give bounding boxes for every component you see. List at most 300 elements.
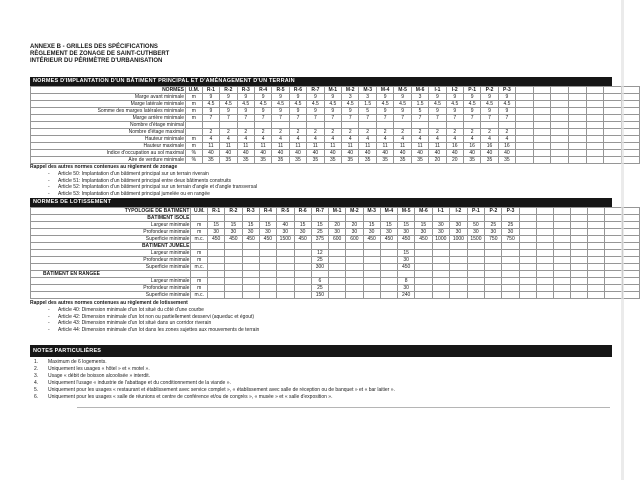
value-cell	[415, 285, 432, 292]
value-cell	[242, 278, 259, 285]
value-cell: 50	[467, 222, 485, 229]
empty-cell	[571, 215, 588, 222]
value-cell	[311, 215, 328, 222]
value-cell: 16	[498, 143, 515, 150]
row-um-cell: m	[191, 257, 208, 264]
value-cell	[485, 250, 502, 257]
value-cell: 4	[202, 136, 219, 143]
empty-cell	[554, 257, 571, 264]
value-cell	[208, 243, 225, 250]
empty-cell	[622, 271, 639, 278]
zone-header-cell: M-5	[398, 208, 415, 215]
value-cell: 15	[294, 222, 311, 229]
value-cell: 30	[294, 229, 311, 236]
empty-cell	[604, 157, 622, 164]
value-cell: 7	[307, 115, 324, 122]
list-marker: -	[48, 170, 50, 177]
value-cell: 7	[272, 115, 289, 122]
list-marker: 3.	[34, 373, 39, 379]
value-cell	[363, 285, 380, 292]
list-marker: 2.	[34, 366, 39, 372]
empty-cell	[536, 222, 553, 229]
row-um-cell: m	[191, 250, 208, 257]
value-cell: 9	[498, 94, 515, 101]
row-label-cell: Largeur minimale	[31, 250, 191, 257]
empty-cell	[519, 292, 536, 299]
empty-cell	[622, 243, 639, 250]
value-cell: 7	[342, 115, 359, 122]
value-cell	[294, 271, 311, 278]
note-item	[30, 387, 612, 394]
zone-header-cell: M-6	[415, 208, 432, 215]
zone-header-cell: P-2	[481, 87, 498, 94]
value-cell: 2	[324, 129, 341, 136]
value-cell: 9	[272, 94, 289, 101]
value-cell: 4.5	[202, 101, 219, 108]
value-cell: 2	[237, 129, 254, 136]
empty-cell	[533, 136, 551, 143]
value-cell	[502, 257, 519, 264]
value-cell: 40	[220, 150, 237, 157]
value-cell	[242, 250, 259, 257]
value-cell: 2	[307, 129, 324, 136]
value-cell	[432, 257, 450, 264]
value-cell: 40	[272, 150, 289, 157]
value-cell: 11	[272, 143, 289, 150]
empty-header-cell	[516, 87, 534, 94]
value-cell	[259, 278, 276, 285]
value-cell	[450, 250, 468, 257]
value-cell	[415, 264, 432, 271]
value-cell: 30	[259, 229, 276, 236]
empty-cell	[554, 236, 571, 243]
value-cell: 4.5	[376, 101, 393, 108]
empty-cell	[533, 108, 551, 115]
value-cell: 2	[342, 129, 359, 136]
empty-header-cell	[586, 87, 604, 94]
value-cell: 4	[481, 136, 498, 143]
value-cell: 11	[429, 143, 446, 150]
empty-cell	[588, 236, 605, 243]
zone-header-cell: M-5	[394, 87, 411, 94]
zone-header-cell: R-6	[289, 87, 306, 94]
empty-cell	[605, 264, 622, 271]
value-cell: 4	[237, 136, 254, 143]
empty-cell	[554, 215, 571, 222]
table-row	[31, 122, 640, 129]
table-header-row	[31, 208, 640, 215]
empty-cell	[516, 150, 534, 157]
value-cell: 30	[432, 229, 450, 236]
value-cell	[237, 122, 254, 129]
value-cell: 35	[376, 157, 393, 164]
value-cell	[242, 285, 259, 292]
empty-cell	[604, 115, 622, 122]
empty-cell	[571, 271, 588, 278]
empty-cell	[519, 264, 536, 271]
empty-cell	[622, 278, 639, 285]
value-cell: 11	[289, 143, 306, 150]
value-cell: 40	[429, 150, 446, 157]
value-cell	[363, 278, 380, 285]
value-cell: 30	[450, 229, 468, 236]
value-cell	[432, 271, 450, 278]
value-cell: 30	[467, 229, 485, 236]
value-cell: 9	[202, 94, 219, 101]
value-cell	[432, 243, 450, 250]
value-cell: 35	[307, 157, 324, 164]
zone-header-cell: I-1	[429, 87, 446, 94]
table-row	[31, 250, 640, 257]
rappel-lotissement-heading: Rappel des autres normes contenues au règlement de lotissement	[30, 300, 188, 306]
value-cell: 11	[342, 143, 359, 150]
value-cell	[225, 215, 242, 222]
value-cell: 2	[498, 129, 515, 136]
value-cell: 15	[415, 222, 432, 229]
value-cell	[502, 278, 519, 285]
empty-cell	[622, 150, 640, 157]
value-cell: 4	[307, 136, 324, 143]
value-cell: 9	[237, 108, 254, 115]
value-cell: 30	[485, 229, 502, 236]
value-cell: 2	[202, 129, 219, 136]
row-label-cell: Hauteur maximale	[31, 143, 186, 150]
zone-header-cell: M-6	[411, 87, 428, 94]
row-um-cell	[191, 243, 208, 250]
value-cell: 9	[254, 108, 271, 115]
zone-header-cell: R-7	[311, 208, 328, 215]
value-cell: 7	[394, 115, 411, 122]
value-cell: 40	[276, 222, 294, 229]
value-cell: 2	[446, 129, 463, 136]
value-cell	[276, 285, 294, 292]
value-cell: 35	[411, 157, 428, 164]
value-cell	[242, 292, 259, 299]
note-item	[30, 366, 612, 373]
empty-cell	[516, 157, 534, 164]
value-cell	[259, 250, 276, 257]
value-cell	[294, 257, 311, 264]
value-cell	[502, 292, 519, 299]
row-label-cell: Nombre d'étage minimal	[31, 122, 186, 129]
value-cell	[328, 250, 345, 257]
value-cell: 6	[311, 278, 328, 285]
value-cell: 2	[376, 129, 393, 136]
empty-cell	[571, 292, 588, 299]
value-cell: 16	[463, 143, 480, 150]
value-cell: 7	[376, 115, 393, 122]
zone-header-cell: M-2	[346, 208, 363, 215]
row-label-cell: Superficie minimale	[31, 236, 191, 243]
value-cell	[432, 285, 450, 292]
row-um-cell: m.c.	[191, 292, 208, 299]
row-label-cell: Profondeur minimale	[31, 257, 191, 264]
value-cell	[242, 257, 259, 264]
document-title	[30, 44, 169, 65]
value-cell: 9	[237, 94, 254, 101]
zone-header-cell: R-3	[237, 87, 254, 94]
value-cell: 9	[429, 108, 446, 115]
empty-header-cell	[554, 208, 571, 215]
value-cell: 40	[498, 150, 515, 157]
empty-cell	[622, 257, 639, 264]
value-cell: 9	[463, 108, 480, 115]
value-cell	[346, 250, 363, 257]
zone-header-cell: R-4	[259, 208, 276, 215]
value-cell	[294, 292, 311, 299]
zone-header-cell: R-4	[254, 87, 271, 94]
value-cell: 15	[242, 222, 259, 229]
value-cell: 4.5	[394, 101, 411, 108]
empty-cell	[586, 150, 604, 157]
value-cell: 15	[380, 222, 397, 229]
value-cell	[276, 278, 294, 285]
value-cell	[294, 278, 311, 285]
empty-cell	[588, 264, 605, 271]
value-cell: 7	[429, 115, 446, 122]
empty-cell	[605, 278, 622, 285]
value-cell: 2	[220, 129, 237, 136]
empty-cell	[533, 129, 551, 136]
value-cell: 4.5	[324, 101, 341, 108]
value-cell: 40	[481, 150, 498, 157]
value-cell	[467, 250, 485, 257]
empty-cell	[536, 229, 553, 236]
value-cell	[502, 243, 519, 250]
value-cell: 3	[411, 94, 428, 101]
list-marker: -	[48, 191, 50, 198]
zone-header-cell: I-1	[432, 208, 450, 215]
value-cell: 2	[394, 129, 411, 136]
value-cell: 9	[463, 94, 480, 101]
value-cell: 4	[254, 136, 271, 143]
value-cell: 2	[463, 129, 480, 136]
article-item	[30, 171, 612, 178]
table-row	[31, 222, 640, 229]
value-cell: 35	[394, 157, 411, 164]
empty-header-cell	[571, 208, 588, 215]
value-cell: 30	[276, 229, 294, 236]
value-cell	[208, 292, 225, 299]
empty-cell	[569, 136, 587, 143]
rappel-lotissement-list	[30, 307, 612, 334]
zone-header-cell: R-7	[307, 87, 324, 94]
value-cell: 11	[324, 143, 341, 150]
rappel-zonage-heading: Rappel des autres normes contenues au règlement de zonage	[30, 164, 178, 170]
row-label-cell: Marge arrière minimale	[31, 115, 186, 122]
value-cell: 450	[225, 236, 242, 243]
value-cell	[363, 264, 380, 271]
value-cell: 11	[237, 143, 254, 150]
value-cell: 7	[359, 115, 376, 122]
empty-cell	[604, 94, 622, 101]
empty-cell	[516, 115, 534, 122]
value-cell: 25	[485, 222, 502, 229]
empty-cell	[536, 243, 553, 250]
zone-header-cell: M-4	[376, 87, 393, 94]
value-cell	[225, 292, 242, 299]
table-row	[31, 236, 640, 243]
empty-cell	[519, 222, 536, 229]
value-cell: 8	[398, 278, 415, 285]
empty-cell	[622, 292, 639, 299]
table-group-row	[31, 243, 640, 250]
empty-cell	[605, 250, 622, 257]
value-cell	[276, 271, 294, 278]
value-cell	[276, 257, 294, 264]
value-cell: 35	[359, 157, 376, 164]
zone-header-cell: M-1	[328, 208, 345, 215]
empty-cell	[586, 108, 604, 115]
value-cell: 3	[342, 94, 359, 101]
value-cell: 4	[359, 136, 376, 143]
value-cell	[225, 264, 242, 271]
row-um-cell: m	[186, 101, 203, 108]
value-cell: 35	[463, 157, 480, 164]
value-cell	[432, 292, 450, 299]
row-um-cell: m	[191, 285, 208, 292]
empty-cell	[586, 115, 604, 122]
value-cell: 9	[324, 108, 341, 115]
value-cell	[502, 215, 519, 222]
empty-cell	[516, 101, 534, 108]
value-cell: 4	[446, 136, 463, 143]
value-cell	[467, 285, 485, 292]
row-um-cell	[191, 215, 208, 222]
value-cell	[225, 271, 242, 278]
value-cell: 7	[411, 115, 428, 122]
empty-cell	[551, 108, 569, 115]
empty-cell	[586, 122, 604, 129]
row-um-cell: m	[191, 229, 208, 236]
empty-cell	[605, 271, 622, 278]
empty-cell	[605, 229, 622, 236]
list-text: Uniquement l'usage « industrie de l'abattage et du conditionnement de la viande ».	[48, 380, 231, 386]
empty-cell	[588, 285, 605, 292]
value-cell: 25	[311, 229, 328, 236]
value-cell: 11	[307, 143, 324, 150]
zone-header-cell: R-1	[208, 208, 225, 215]
empty-cell	[536, 264, 553, 271]
value-cell	[346, 285, 363, 292]
empty-cell	[554, 250, 571, 257]
value-cell: 9	[220, 108, 237, 115]
value-cell	[294, 250, 311, 257]
value-cell	[259, 243, 276, 250]
empty-cell	[588, 215, 605, 222]
value-cell	[328, 292, 345, 299]
value-cell	[502, 264, 519, 271]
value-cell: 7	[289, 115, 306, 122]
value-cell: 11	[394, 143, 411, 150]
value-cell	[242, 264, 259, 271]
value-cell: 300	[311, 264, 328, 271]
empty-cell	[516, 136, 534, 143]
empty-cell	[551, 122, 569, 129]
row-label-cell: Profondeur minimale	[31, 285, 191, 292]
value-cell	[294, 285, 311, 292]
value-cell: 30	[502, 229, 519, 236]
empty-cell	[519, 278, 536, 285]
empty-header-cell	[533, 87, 551, 94]
empty-cell	[604, 122, 622, 129]
zone-header-cell: P-1	[463, 87, 480, 94]
list-marker: -	[48, 177, 50, 184]
zone-header-cell: I-2	[446, 87, 463, 94]
value-cell: 4	[498, 136, 515, 143]
value-cell	[311, 243, 328, 250]
list-text: Article 44: Dimension minimale d'un lot dans les zones sujettes aux mouvements de terrain	[58, 327, 260, 334]
empty-cell	[622, 157, 640, 164]
table-row	[31, 115, 640, 122]
value-cell: 4.5	[289, 101, 306, 108]
value-cell: 11	[411, 143, 428, 150]
empty-cell	[533, 122, 551, 129]
value-cell	[359, 122, 376, 129]
row-label-cell: Profondeur minimale	[31, 229, 191, 236]
empty-cell	[551, 150, 569, 157]
value-cell: 7	[202, 115, 219, 122]
list-text: Article 40: Dimension minimale d'un lot situé du côté d'une courbe	[58, 306, 204, 313]
table-row	[31, 150, 640, 157]
empty-header-cell	[588, 208, 605, 215]
empty-cell	[554, 278, 571, 285]
value-cell: 40	[254, 150, 271, 157]
table-row	[31, 157, 640, 164]
value-cell: 9	[429, 94, 446, 101]
zone-header-cell: R-2	[225, 208, 242, 215]
zone-header-cell: M-2	[342, 87, 359, 94]
list-text: Usage « débit de boisson alcoolisée » interdit.	[48, 373, 151, 379]
value-cell	[415, 292, 432, 299]
value-cell: 375	[311, 236, 328, 243]
empty-cell	[533, 101, 551, 108]
empty-cell	[551, 136, 569, 143]
value-cell: 9	[342, 108, 359, 115]
empty-cell	[536, 285, 553, 292]
value-cell: 9	[307, 94, 324, 101]
value-cell	[450, 264, 468, 271]
value-cell: 40	[289, 150, 306, 157]
empty-cell	[588, 278, 605, 285]
row-um-cell: m	[191, 222, 208, 229]
value-cell: 9	[272, 108, 289, 115]
list-text: Article 42: Dimension minimale d'un lot non ou partiellement desservi (aqueduc et égout)	[58, 313, 255, 320]
value-cell	[202, 122, 219, 129]
value-cell: 15	[363, 222, 380, 229]
value-cell: 4	[289, 136, 306, 143]
value-cell	[225, 278, 242, 285]
value-cell: 15	[208, 222, 225, 229]
value-cell	[276, 292, 294, 299]
empty-cell	[536, 278, 553, 285]
empty-cell	[536, 292, 553, 299]
value-cell: 9	[376, 94, 393, 101]
row-um-cell: m	[186, 143, 203, 150]
empty-cell	[622, 129, 640, 136]
zone-header-cell: R-1	[202, 87, 219, 94]
table-header-row	[31, 87, 640, 94]
value-cell: 1500	[467, 236, 485, 243]
empty-cell	[604, 108, 622, 115]
value-cell	[242, 243, 259, 250]
value-cell: 4.5	[446, 101, 463, 108]
value-cell	[225, 243, 242, 250]
value-cell	[502, 271, 519, 278]
value-cell: 7	[237, 115, 254, 122]
value-cell: 9	[289, 108, 306, 115]
value-cell	[467, 271, 485, 278]
